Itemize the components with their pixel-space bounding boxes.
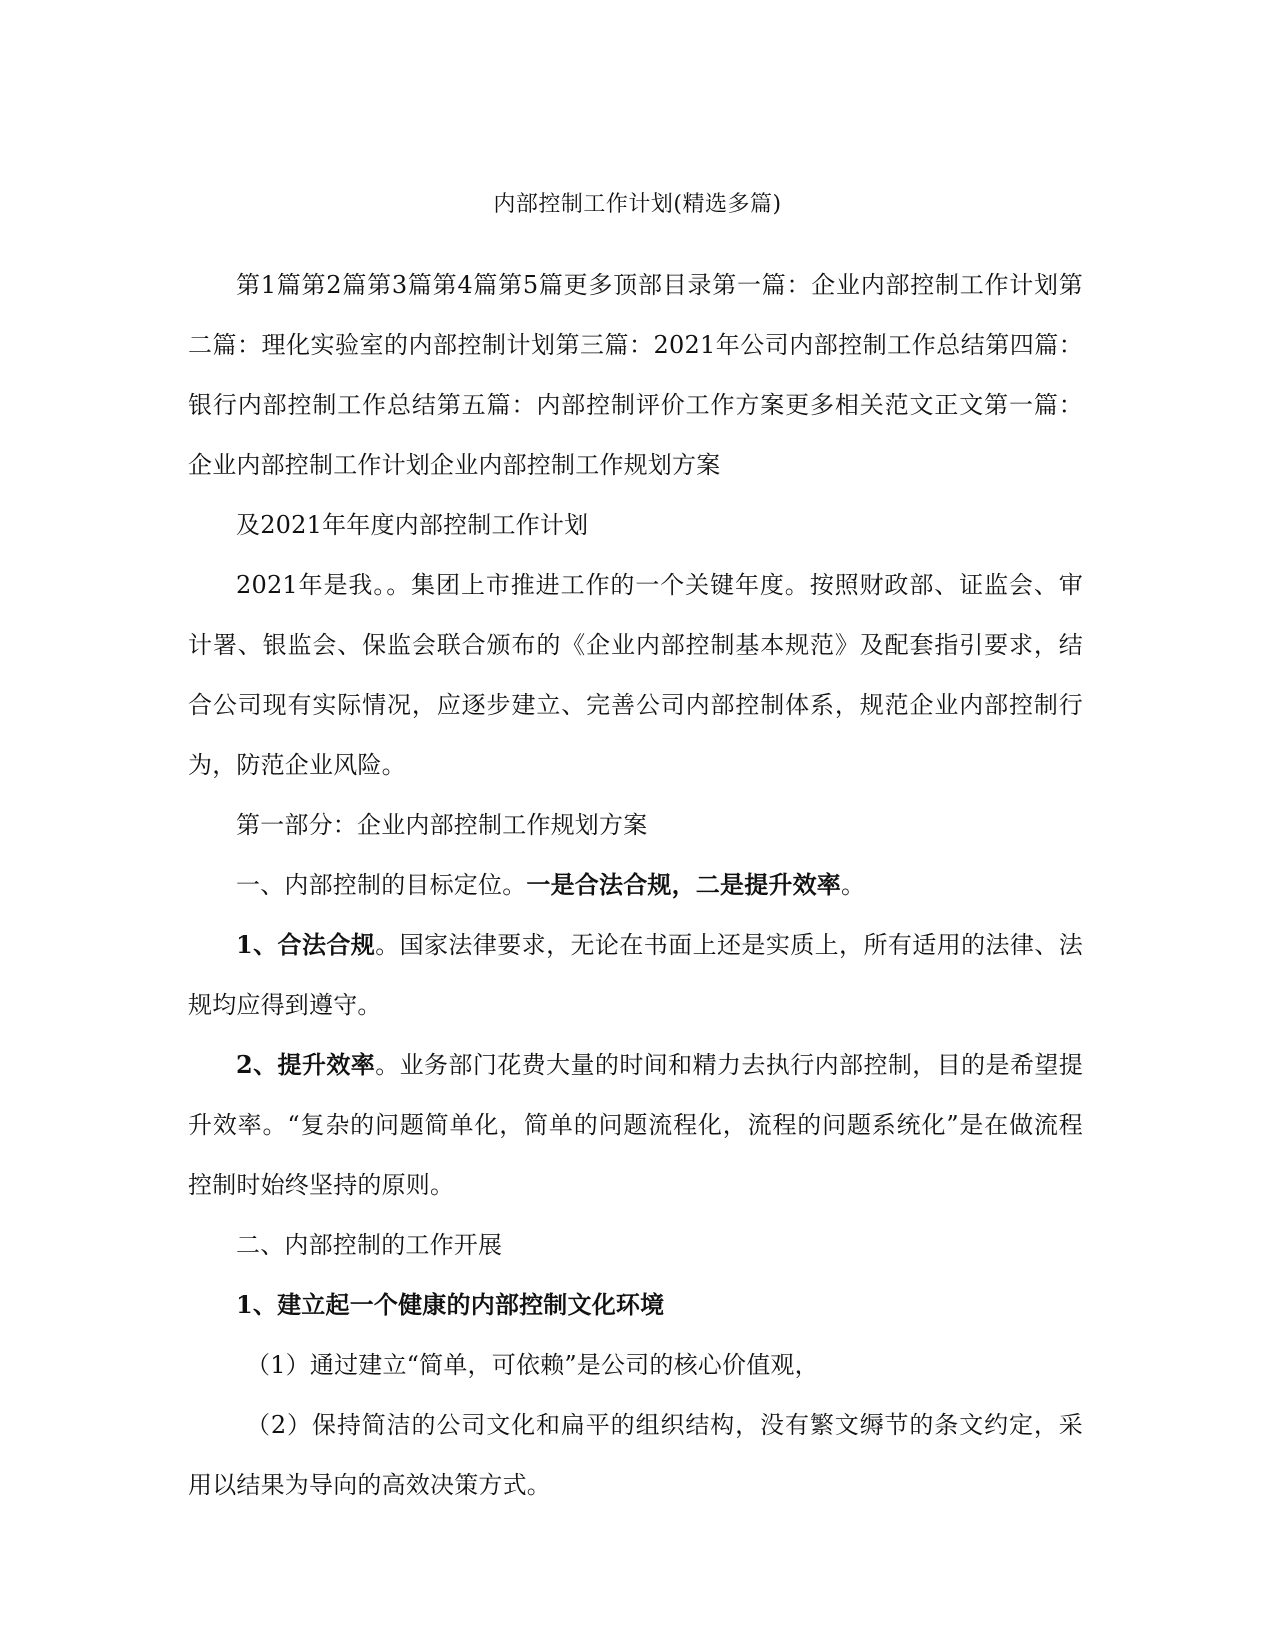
- paragraph-table-of-contents: 第1篇第2篇第3篇第4篇第5篇更多顶部目录第一篇：企业内部控制工作计划第二篇：理化实验室的内部控制计划第三篇：2021年公司内部控制工作总结第四篇：银行内部控制工作总结第五篇：内部控制评价工作方案更多相关范文正文第一篇：企业内部控制工作计划企业内部控制工作规划方案: [188, 271, 1083, 479]
- paragraph-item-1: （1）通过建立“简单，可依赖”是公司的核心价值观，: [246, 1351, 819, 1379]
- efficiency-text: 。业务部门花费大量的时间和精力去执行内部控制，目的是希望提升效率。“复杂的问题简单化，简单的问题流程化，流程的问题系统化”是在做流程控制时始终坚持的原则。: [188, 1051, 1083, 1199]
- compliance-heading: 1、合法合规: [236, 930, 376, 959]
- culture-heading: 1、建立起一个健康的内部控制文化环境: [236, 1290, 665, 1319]
- goal-bold-text: 一是合法合规，二是提升效率: [526, 870, 842, 899]
- section-heading-work: 二、内部控制的工作开展: [236, 1231, 503, 1259]
- document-title: 内部控制工作计划(精选多篇): [493, 192, 782, 217]
- paragraph-compliance: [188, 915, 1083, 1035]
- document-body: [188, 255, 1083, 1515]
- compliance-text: 。国家法律要求，无论在书面上还是实质上，所有适用的法律、法规均应得到遵守。: [188, 931, 1083, 1019]
- goal-lead-text: 一、内部控制的目标定位。: [236, 871, 527, 899]
- paragraph-culture-heading: [188, 1275, 1083, 1335]
- paragraph-item-2: （2）保持简洁的公司文化和扁平的组织结构，没有繁文缛节的条文约定，采用以结果为导向的高效决策方式。: [188, 1411, 1083, 1499]
- efficiency-heading: 2、提升效率: [236, 1050, 376, 1079]
- goal-tail-text: 。: [841, 871, 866, 899]
- paragraph-intro: 2021年是我。。集团上市推进工作的一个关键年度。按照财政部、证监会、审计署、银监会、保监会联合颁布的《企业内部控制基本规范》及配套指引要求，结合公司现有实际情况，应逐步建立、完善公司内部控制体系，规范企业内部控制行为，防范企业风险。: [188, 571, 1083, 779]
- paragraph-efficiency: [188, 1035, 1083, 1215]
- section-heading-part-one: 第一部分：企业内部控制工作规划方案: [236, 811, 648, 839]
- paragraph-subtitle: 及2021年年度内部控制工作计划: [236, 511, 589, 539]
- paragraph-goal-positioning: [188, 855, 1083, 915]
